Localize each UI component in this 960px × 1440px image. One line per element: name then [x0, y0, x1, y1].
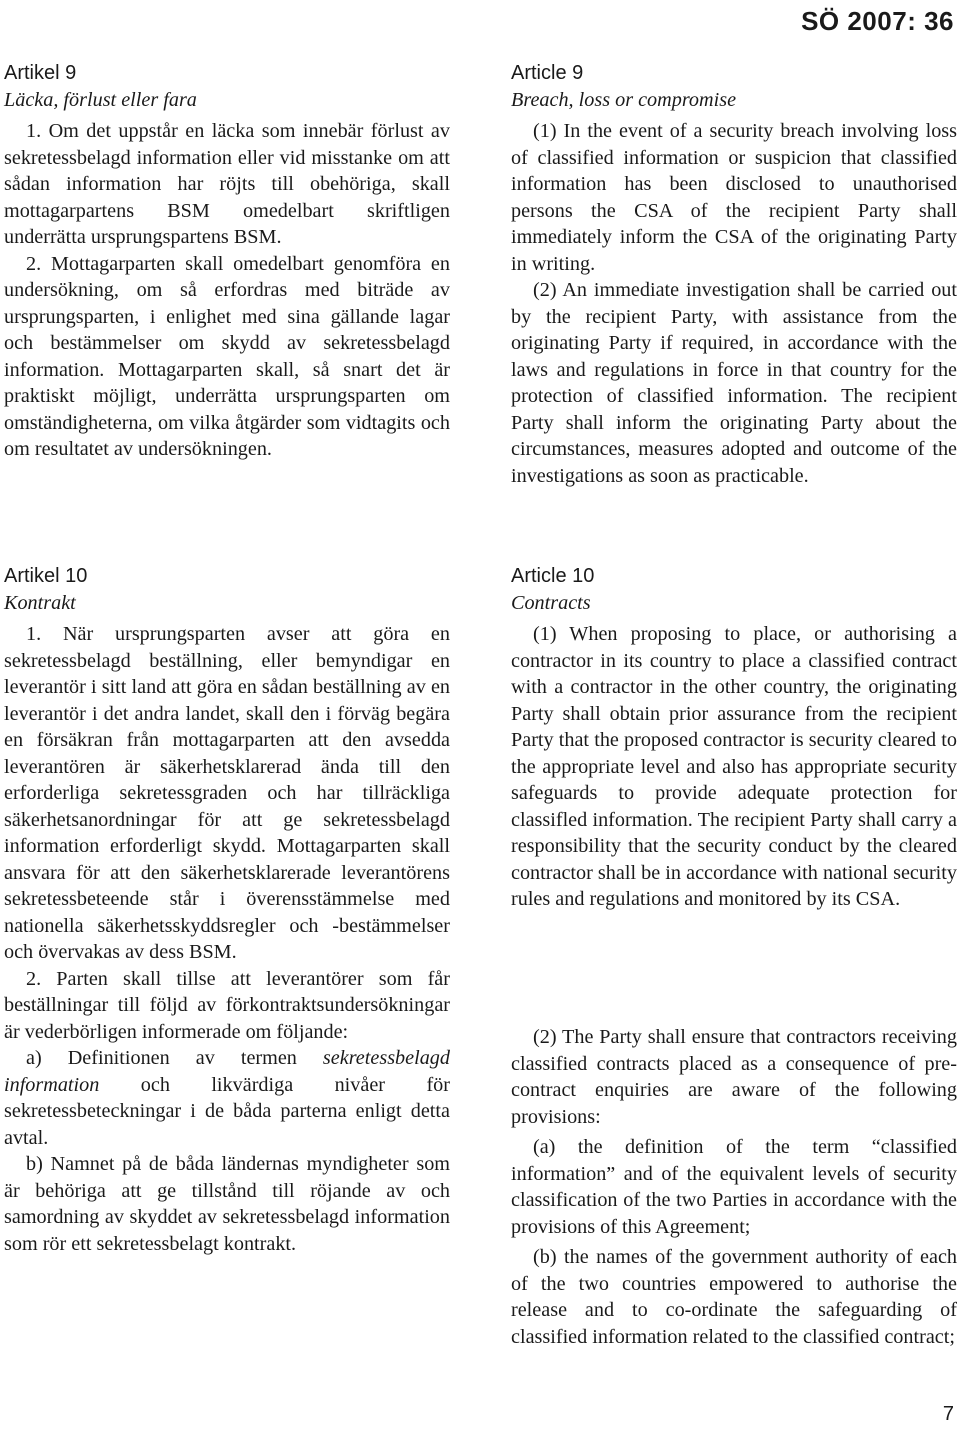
article-subtitle: Läcka, förlust eller fara [4, 89, 197, 111]
paragraph: (1) When proposing to place, or authorising a contractor in its country to place a classified contract with a contractor in the other country, the originating Party shall obtain prior assurance from the recipient Party that the proposed contractor is security cleared to the appropriate level and also has appropriate security safeguards to provide adequate protection for classifled information. The recipient Party shall carry a responsibility that the security conduct by the cleared contractor shall be in accordance with national security rules and regulations and monitored by its CSA. [511, 623, 957, 910]
paragraph: a) Definitionen av termen sekretessbelagd information och likvärdiga nivåer för sekretessbeteckningar i de båda parterna enligt detta avtal. [4, 1047, 450, 1149]
paragraph: 1. När ursprungsparten avser att göra en sekretessbelagd beställning, eller bemyndigar en leverantör i sitt land att göra en sådan beställning av en leverantör i det andra landet, skall den i förväg begära en försäkran från mottagarparten att den avsedda leverantören är säkerhetsklarerad ända till den erforderliga sekretessgraden och har tillräckliga säkerhetsanordningar för att ge sekretessbelagd information erforderligt skydd. Mottagarparten skall ansvara för att den säkerhetsklarerade leverantörens sekretessbeteende står i överensstämmelse med nationella säkerhetsskyddsregler och -bestämmelser och övervakas av dess BSM. [4, 623, 450, 963]
swedish-article-10 [4, 563, 450, 1257]
article-title: Artikel 10 [4, 565, 88, 587]
paragraph: (1) In the event of a security breach involving loss of classified information or suspicion that classified information has been disclosed to unauthorised persons the CSA of the recipient Party shall immediately inform the CSA of the originating Party in writing. [511, 120, 957, 275]
swedish-article-9 [4, 60, 450, 463]
paragraph: (b) the names of the government authority of each of the two countries empowered to authorise the release and to co-ordinate the safeguarding of classified information related to the classified contract; [511, 1246, 957, 1348]
paragraph: (a) the definition of the term “classified information” and of the equivalent levels of security classification of the two Parties in accordance with the provisions of this Agreement; [511, 1136, 957, 1238]
article-title: Article 9 [511, 62, 584, 84]
document-reference: SÖ 2007: 36 [801, 6, 954, 36]
article-title: Article 10 [511, 565, 595, 587]
paragraph: 1. Om det uppstår en läcka som innebär förlust av sekretessbelagd information eller vid misstanke om att sådan information har röjts till obehöriga, skall mottagarpartens BSM omedelbart skriftligen underrätta ursprungspartens BSM. [4, 120, 450, 248]
paragraph: 2. Mottagarparten skall omedelbart genomföra en undersökning, om så erfordras med biträde av ursprungsparten, i enlighet med sina gällande lagar och bestämmelser om skydd av sekretessbelagd information. Mottagarparten skall, så snart det är praktiskt möjligt, underrätta ursprungsparten om omständigheterna, om vilka åtgärder som vidtagits och om resultatet av undersökningen. [4, 252, 450, 460]
page-number: 7 [942, 1403, 954, 1425]
english-article-10-continued [511, 1024, 957, 1350]
article-subtitle: Contracts [511, 592, 591, 614]
article-title: Artikel 9 [4, 62, 77, 84]
paragraph: b) Namnet på de båda ländernas myndigheter som är behöriga att ge tillstånd till röjande av och samordning av skyddet av sekretessbelagd information som rör ett sekretessbelagt kontrakt. [4, 1153, 450, 1255]
paragraph: 2. Parten skall tillse att leverantörer som får beställningar till följd av förkontraktsundersökningar är vederbörligen informerade om följande: [4, 967, 450, 1043]
paragraph: (2) The Party shall ensure that contractors receiving classified contracts placed as a consequence of pre-contract enquiries are aware of the following provisions: [511, 1026, 957, 1128]
article-subtitle: Breach, loss or compromise [511, 89, 737, 111]
english-article-10 [511, 563, 957, 913]
paragraph: (2) An immediate investigation shall be carried out by the recipient Party, with assistance from the originating Party if required, in accordance with the laws and regulations in force in that country for the protection of classified information. The recipient Party shall inform the originating Party about the circumstances, measures adopted and outcome of the investigations as soon as practicable. [511, 279, 957, 487]
english-article-9 [511, 60, 957, 489]
defined-term: sekretessbelagd information [4, 1047, 450, 1096]
article-subtitle: Kontrakt [4, 592, 76, 614]
